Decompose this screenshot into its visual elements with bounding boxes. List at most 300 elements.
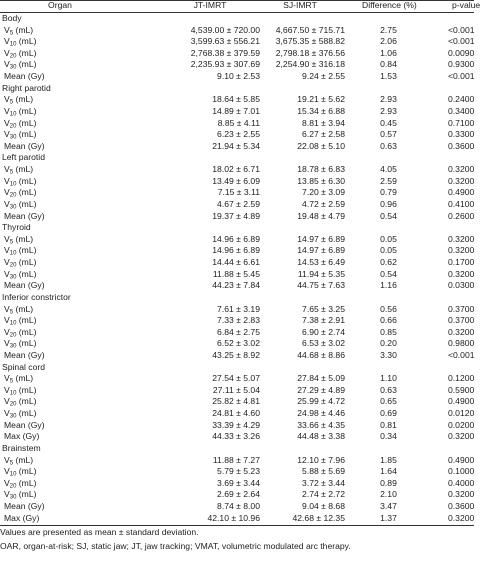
p-value: 0.7100 bbox=[448, 117, 475, 128]
jt-imrt-value: 21.94 ± 5.34 bbox=[212, 140, 260, 151]
sj-imrt-value: 13.85 ± 6.30 bbox=[297, 175, 345, 186]
jt-imrt-value: 33.39 ± 4.29 bbox=[212, 419, 260, 430]
header-sj-imrt: SJ-IMRT bbox=[283, 0, 317, 10]
p-value: 0.2600 bbox=[448, 210, 475, 221]
metric-unit: (mL) bbox=[13, 454, 34, 465]
metric-subscript: 10 bbox=[9, 250, 17, 257]
metric-label bbox=[4, 245, 36, 257]
jt-imrt-value: 44.23 ± 7.84 bbox=[212, 280, 260, 291]
p-value: <0.001 bbox=[448, 36, 475, 47]
difference-value: 1.64 bbox=[380, 466, 397, 477]
metric-unit: (mL) bbox=[13, 373, 34, 384]
sj-imrt-value: 44.75 ± 7.63 bbox=[297, 280, 345, 291]
header-p-value: p-value bbox=[452, 0, 481, 10]
difference-value: 2.10 bbox=[380, 489, 397, 500]
metric-name: V bbox=[4, 245, 10, 256]
difference-value: 2.93 bbox=[380, 105, 397, 116]
metric-unit: (mL) bbox=[16, 268, 37, 279]
metric-subscript: 20 bbox=[9, 123, 17, 130]
jt-imrt-value: 2.69 ± 2.64 bbox=[217, 489, 260, 500]
table-row bbox=[0, 245, 474, 257]
table-row bbox=[0, 129, 474, 141]
sj-imrt-value: 27.84 ± 5.09 bbox=[297, 373, 345, 384]
metric-label bbox=[4, 187, 36, 199]
difference-value: 3.47 bbox=[380, 501, 397, 512]
metric-subscript: 10 bbox=[9, 181, 17, 188]
table-row bbox=[0, 338, 474, 350]
metric-name: Mean (Gy) bbox=[4, 280, 45, 291]
sj-imrt-value: 4.72 ± 2.59 bbox=[302, 198, 345, 209]
p-value: 0.0090 bbox=[448, 47, 475, 58]
difference-value: 2.93 bbox=[380, 94, 397, 105]
difference-value: 0.54 bbox=[380, 210, 397, 221]
metric-subscript: 10 bbox=[9, 111, 17, 118]
metric-label bbox=[4, 59, 36, 71]
metric-label bbox=[4, 315, 36, 327]
metric-name: Mean (Gy) bbox=[4, 349, 45, 360]
jt-imrt-value: 9.10 ± 2.53 bbox=[217, 71, 260, 82]
metric-subscript: 10 bbox=[9, 320, 17, 327]
jt-imrt-value: 13.49 ± 6.09 bbox=[212, 175, 260, 186]
jt-imrt-value: 27.54 ± 5.07 bbox=[212, 373, 260, 384]
metric-label bbox=[4, 420, 45, 432]
metric-subscript: 30 bbox=[9, 413, 17, 420]
jt-imrt-value: 42.10 ± 10.96 bbox=[207, 512, 260, 523]
table-row bbox=[0, 106, 474, 118]
difference-value: 0.85 bbox=[380, 326, 397, 337]
metric-name: V bbox=[4, 489, 10, 500]
sj-imrt-value: 7.20 ± 3.09 bbox=[302, 187, 345, 198]
jt-imrt-value: 25.82 ± 4.81 bbox=[212, 396, 260, 407]
difference-value: 0.79 bbox=[380, 187, 397, 198]
metric-unit: (mL) bbox=[16, 326, 37, 337]
table-row bbox=[0, 199, 474, 211]
difference-value: 1.85 bbox=[380, 454, 397, 465]
p-value: 0.3700 bbox=[448, 303, 475, 314]
jt-imrt-value: 14.44 ± 6.61 bbox=[212, 257, 260, 268]
metric-unit: (mL) bbox=[16, 117, 37, 128]
metric-name: V bbox=[4, 257, 10, 268]
metric-name: V bbox=[4, 454, 10, 465]
sj-imrt-value: 9.24 ± 2.55 bbox=[302, 71, 345, 82]
metric-subscript: 20 bbox=[9, 483, 17, 490]
metric-unit: (mL) bbox=[16, 129, 37, 140]
jt-imrt-value: 44.33 ± 3.26 bbox=[212, 431, 260, 442]
metric-subscript: 10 bbox=[9, 471, 17, 478]
metric-subscript: 30 bbox=[9, 134, 17, 141]
group-header-row bbox=[0, 83, 474, 95]
sj-imrt-value: 33.66 ± 4.35 bbox=[297, 419, 345, 430]
table-row bbox=[0, 315, 474, 327]
difference-value: 0.89 bbox=[380, 477, 397, 488]
table-row bbox=[0, 280, 474, 292]
metric-unit: (mL) bbox=[16, 59, 37, 70]
jt-imrt-value: 7.15 ± 3.11 bbox=[217, 187, 260, 198]
p-value: 0.3200 bbox=[448, 245, 475, 256]
difference-value: 1.37 bbox=[380, 512, 397, 523]
metric-subscript: 5 bbox=[9, 239, 14, 246]
difference-value: 1.16 bbox=[380, 280, 397, 291]
p-value: 0.3200 bbox=[448, 233, 475, 244]
metric-unit: (mL) bbox=[13, 24, 34, 35]
sj-imrt-value: 6.53 ± 3.02 bbox=[302, 338, 345, 349]
metric-name: Max (Gy) bbox=[4, 512, 40, 523]
table-row bbox=[0, 373, 474, 385]
sj-imrt-value: 7.65 ± 3.25 bbox=[302, 303, 345, 314]
metric-unit: (mL) bbox=[16, 187, 37, 198]
footnote-values: Values are presented as mean ± standard deviation. bbox=[0, 527, 199, 538]
metric-label bbox=[4, 408, 36, 420]
metric-subscript: 5 bbox=[9, 30, 14, 37]
metric-label bbox=[4, 513, 39, 525]
sj-imrt-value: 18.78 ± 6.83 bbox=[297, 164, 345, 175]
sj-imrt-value: 44.68 ± 8.86 bbox=[297, 349, 345, 360]
difference-value: 0.66 bbox=[380, 315, 397, 326]
metric-subscript: 30 bbox=[9, 64, 17, 71]
metric-unit: (mL) bbox=[16, 384, 37, 395]
table-row bbox=[0, 327, 474, 339]
jt-imrt-value: 4,539.00 ± 720.00 bbox=[190, 24, 260, 35]
sj-imrt-value: 8.81 ± 3.94 bbox=[302, 117, 345, 128]
jt-imrt-value: 7.61 ± 3.19 bbox=[217, 303, 260, 314]
metric-name: Mean (Gy) bbox=[4, 210, 45, 221]
group-header-row bbox=[0, 443, 474, 455]
metric-name: V bbox=[4, 105, 10, 116]
group-header-row bbox=[0, 362, 474, 374]
metric-name: V bbox=[4, 303, 10, 314]
table-header-row bbox=[0, 0, 481, 12]
metric-name: Mean (Gy) bbox=[4, 419, 45, 430]
metric-unit: (mL) bbox=[16, 257, 37, 268]
metric-unit: (mL) bbox=[13, 233, 34, 244]
jt-imrt-value: 43.25 ± 8.92 bbox=[212, 349, 260, 360]
jt-imrt-value: 6.52 ± 3.02 bbox=[217, 338, 260, 349]
table-row bbox=[0, 350, 474, 362]
jt-imrt-value: 6.84 ± 2.75 bbox=[217, 326, 260, 337]
jt-imrt-value: 11.88 ± 5.45 bbox=[212, 268, 260, 279]
metric-subscript: 30 bbox=[9, 274, 17, 281]
difference-value: 0.62 bbox=[380, 257, 397, 268]
metric-name: V bbox=[4, 396, 10, 407]
p-value: 0.3700 bbox=[448, 315, 475, 326]
table-row bbox=[0, 59, 474, 71]
metric-unit: (mL) bbox=[16, 408, 37, 419]
metric-label bbox=[4, 176, 36, 188]
sj-imrt-value: 24.98 ± 4.46 bbox=[297, 408, 345, 419]
metric-label bbox=[4, 269, 36, 281]
group-name: Thyroid bbox=[2, 222, 31, 233]
difference-value: 0.05 bbox=[380, 233, 397, 244]
metric-subscript: 10 bbox=[9, 390, 17, 397]
p-value: 0.0300 bbox=[448, 280, 475, 291]
jt-imrt-value: 6.23 ± 2.55 bbox=[217, 129, 260, 140]
metric-subscript: 30 bbox=[9, 204, 17, 211]
metric-unit: (mL) bbox=[16, 396, 37, 407]
group-name: Inferior constrictor bbox=[2, 291, 71, 302]
table-row bbox=[0, 408, 474, 420]
table-row bbox=[0, 396, 474, 408]
metric-label bbox=[4, 478, 36, 490]
group-name: Brainstem bbox=[2, 442, 41, 453]
difference-value: 1.06 bbox=[380, 47, 397, 58]
difference-value: 0.65 bbox=[380, 396, 397, 407]
metric-unit: (mL) bbox=[16, 36, 37, 47]
table-row bbox=[0, 478, 474, 490]
table-row bbox=[0, 187, 474, 199]
sj-imrt-value: 6.90 ± 2.74 bbox=[302, 326, 345, 337]
table-row bbox=[0, 94, 474, 106]
footnote-abbreviations: OAR, organ-at-risk; SJ, static jaw; JT, jaw tracking; VMAT, volumetric modulated arc therapy. bbox=[0, 541, 351, 552]
p-value: 0.3200 bbox=[448, 326, 475, 337]
metric-name: V bbox=[4, 326, 10, 337]
metric-name: V bbox=[4, 373, 10, 384]
p-value: 0.1700 bbox=[448, 257, 475, 268]
group-header-row bbox=[0, 13, 474, 25]
p-value: 0.3600 bbox=[448, 140, 475, 151]
table-row bbox=[0, 48, 474, 60]
p-value: 0.3200 bbox=[448, 431, 475, 442]
metric-unit: (mL) bbox=[13, 94, 34, 105]
sj-imrt-value: 11.94 ± 5.35 bbox=[297, 268, 345, 279]
metric-unit: (mL) bbox=[16, 47, 37, 58]
p-value: <0.001 bbox=[448, 71, 475, 82]
jt-imrt-value: 5.79 ± 5.23 bbox=[217, 466, 260, 477]
group-header-row bbox=[0, 292, 474, 304]
metric-name: Mean (Gy) bbox=[4, 501, 45, 512]
metric-subscript: 30 bbox=[9, 343, 17, 350]
sj-imrt-value: 19.21 ± 5.62 bbox=[297, 94, 345, 105]
table-row bbox=[0, 176, 474, 188]
difference-value: 1.53 bbox=[380, 71, 397, 82]
p-value: 0.3600 bbox=[448, 501, 475, 512]
table-bottom-rule bbox=[0, 525, 474, 526]
difference-value: 0.45 bbox=[380, 117, 397, 128]
difference-value: 0.05 bbox=[380, 245, 397, 256]
difference-value: 0.63 bbox=[380, 140, 397, 151]
p-value: <0.001 bbox=[448, 24, 475, 35]
table-row bbox=[0, 466, 474, 478]
jt-imrt-value: 8.85 ± 4.11 bbox=[217, 117, 260, 128]
jt-imrt-value: 27.11 ± 5.04 bbox=[212, 384, 260, 395]
p-value: 0.4900 bbox=[448, 187, 475, 198]
metric-subscript: 20 bbox=[9, 262, 17, 269]
jt-imrt-value: 3,599.63 ± 556.21 bbox=[190, 36, 260, 47]
metric-name: V bbox=[4, 59, 10, 70]
group-header-row bbox=[0, 152, 474, 164]
table-row bbox=[0, 118, 474, 130]
jt-imrt-value: 24.81 ± 4.60 bbox=[212, 408, 260, 419]
p-value: 0.2400 bbox=[448, 94, 475, 105]
metric-subscript: 5 bbox=[9, 169, 14, 176]
table-row bbox=[0, 141, 474, 153]
metric-name: V bbox=[4, 129, 10, 140]
table-row bbox=[0, 36, 474, 48]
jt-imrt-value: 11.88 ± 7.27 bbox=[212, 454, 260, 465]
metric-name: V bbox=[4, 466, 10, 477]
metric-unit: (mL) bbox=[16, 466, 37, 477]
table-row bbox=[0, 501, 474, 513]
metric-label bbox=[4, 199, 36, 211]
metric-subscript: 5 bbox=[9, 378, 14, 385]
metric-label bbox=[4, 280, 45, 292]
metric-label bbox=[4, 489, 36, 501]
header-organ: Organ bbox=[48, 0, 72, 10]
header-jt-imrt: JT-IMRT bbox=[193, 0, 227, 10]
sj-imrt-value: 6.27 ± 2.58 bbox=[302, 129, 345, 140]
difference-value: 0.81 bbox=[380, 419, 397, 430]
metric-name: V bbox=[4, 36, 10, 47]
sj-imrt-value: 5.88 ± 5.69 bbox=[302, 466, 345, 477]
group-name: Right parotid bbox=[2, 82, 51, 93]
metric-label bbox=[4, 211, 45, 223]
sj-imrt-value: 4,667.50 ± 715.71 bbox=[275, 24, 345, 35]
metric-subscript: 10 bbox=[9, 41, 17, 48]
difference-value: 2.59 bbox=[380, 175, 397, 186]
sj-imrt-value: 7.38 ± 2.91 bbox=[302, 315, 345, 326]
metric-label bbox=[4, 373, 33, 385]
p-value: 0.5900 bbox=[448, 384, 475, 395]
jt-imrt-value: 14.96 ± 6.89 bbox=[212, 233, 260, 244]
jt-imrt-value: 8.74 ± 8.00 bbox=[217, 501, 260, 512]
sj-imrt-value: 2,254.90 ± 316.18 bbox=[275, 59, 345, 70]
metric-unit: (mL) bbox=[16, 489, 37, 500]
difference-value: 0.69 bbox=[380, 408, 397, 419]
sj-imrt-value: 2.74 ± 2.72 bbox=[302, 489, 345, 500]
p-value: 0.0200 bbox=[448, 419, 475, 430]
metric-unit: (mL) bbox=[16, 338, 37, 349]
metric-unit: (mL) bbox=[16, 477, 37, 488]
sj-imrt-value: 2,798.18 ± 376.56 bbox=[275, 47, 345, 58]
sj-imrt-value: 14.97 ± 6.89 bbox=[297, 233, 345, 244]
metric-subscript: 20 bbox=[9, 332, 17, 339]
metric-label bbox=[4, 129, 36, 141]
metric-unit: (mL) bbox=[16, 315, 37, 326]
table-row bbox=[0, 420, 474, 432]
metric-unit: (mL) bbox=[16, 175, 37, 186]
table-row bbox=[0, 164, 474, 176]
table-row bbox=[0, 489, 474, 501]
sj-imrt-value: 3,675.35 ± 588.82 bbox=[275, 36, 345, 47]
metric-unit: (mL) bbox=[13, 303, 34, 314]
metric-label bbox=[4, 396, 36, 408]
group-name: Body bbox=[2, 13, 22, 23]
p-value: 0.3400 bbox=[448, 105, 475, 116]
difference-value: 0.63 bbox=[380, 384, 397, 395]
p-value: 0.0120 bbox=[448, 408, 475, 419]
difference-value: 1.10 bbox=[380, 373, 397, 384]
table-row bbox=[0, 269, 474, 281]
metric-label bbox=[4, 106, 36, 118]
jt-imrt-value: 7.33 ± 2.83 bbox=[217, 315, 260, 326]
metric-label bbox=[4, 141, 45, 153]
group-name: Left parotid bbox=[2, 152, 45, 163]
difference-value: 0.20 bbox=[380, 338, 397, 349]
p-value: 0.4000 bbox=[448, 477, 475, 488]
table-row bbox=[0, 211, 474, 223]
p-value: 0.1200 bbox=[448, 373, 475, 384]
metric-subscript: 20 bbox=[9, 401, 17, 408]
metric-name: V bbox=[4, 315, 10, 326]
table-row bbox=[0, 304, 474, 316]
metric-label bbox=[4, 327, 36, 339]
difference-value: 2.75 bbox=[380, 24, 397, 35]
table-row bbox=[0, 431, 474, 443]
p-value: 0.9800 bbox=[448, 338, 475, 349]
jt-imrt-value: 19.37 ± 4.89 bbox=[212, 210, 260, 221]
metric-name: V bbox=[4, 164, 10, 175]
metric-name: V bbox=[4, 233, 10, 244]
metric-unit: (mL) bbox=[13, 164, 34, 175]
metric-name: Mean (Gy) bbox=[4, 71, 45, 82]
p-value: 0.9300 bbox=[448, 59, 475, 70]
difference-value: 0.54 bbox=[380, 268, 397, 279]
p-value: 0.1000 bbox=[448, 466, 475, 477]
metric-name: V bbox=[4, 408, 10, 419]
metric-label bbox=[4, 48, 36, 60]
metric-subscript: 5 bbox=[9, 99, 14, 106]
sj-imrt-value: 44.48 ± 3.38 bbox=[297, 431, 345, 442]
p-value: 0.4100 bbox=[448, 198, 475, 209]
metric-name: V bbox=[4, 268, 10, 279]
metric-name: Mean (Gy) bbox=[4, 140, 45, 151]
metric-label bbox=[4, 257, 36, 269]
table-row bbox=[0, 385, 474, 397]
jt-imrt-value: 4.67 ± 2.59 bbox=[217, 198, 260, 209]
difference-value: 0.84 bbox=[380, 59, 397, 70]
metric-name: V bbox=[4, 338, 10, 349]
metric-name: V bbox=[4, 477, 10, 488]
sj-imrt-value: 42.68 ± 12.35 bbox=[292, 512, 345, 523]
jt-imrt-value: 2,768.38 ± 379.59 bbox=[190, 47, 260, 58]
difference-value: 0.96 bbox=[380, 198, 397, 209]
metric-label bbox=[4, 36, 36, 48]
p-value: 0.3200 bbox=[448, 489, 475, 500]
metric-label bbox=[4, 71, 45, 83]
metric-subscript: 20 bbox=[9, 53, 17, 60]
table-row bbox=[0, 513, 474, 525]
metric-name: Max (Gy) bbox=[4, 431, 40, 442]
metric-label bbox=[4, 304, 33, 316]
metric-label bbox=[4, 94, 33, 106]
sj-imrt-value: 3.72 ± 3.44 bbox=[302, 477, 345, 488]
difference-value: 4.05 bbox=[380, 164, 397, 175]
difference-value: 3.30 bbox=[380, 349, 397, 360]
table-row bbox=[0, 455, 474, 467]
metric-label bbox=[4, 431, 39, 443]
table-row bbox=[0, 234, 474, 246]
p-value: 0.4900 bbox=[448, 454, 475, 465]
metric-unit: (mL) bbox=[16, 198, 37, 209]
table-row bbox=[0, 25, 474, 37]
metric-name: V bbox=[4, 175, 10, 186]
p-value: 0.3200 bbox=[448, 175, 475, 186]
p-value: 0.3200 bbox=[448, 512, 475, 523]
sj-imrt-value: 25.99 ± 4.72 bbox=[297, 396, 345, 407]
metric-name: V bbox=[4, 47, 10, 58]
metric-label bbox=[4, 234, 33, 246]
metric-name: V bbox=[4, 94, 10, 105]
difference-value: 0.57 bbox=[380, 129, 397, 140]
p-value: 0.3300 bbox=[448, 129, 475, 140]
difference-value: 2.06 bbox=[380, 36, 397, 47]
metric-name: V bbox=[4, 187, 10, 198]
p-value: 0.3200 bbox=[448, 164, 475, 175]
sj-imrt-value: 27.29 ± 4.89 bbox=[297, 384, 345, 395]
metric-name: V bbox=[4, 117, 10, 128]
metric-name: V bbox=[4, 24, 10, 35]
jt-imrt-value: 14.96 ± 6.89 bbox=[212, 245, 260, 256]
metric-subscript: 5 bbox=[9, 460, 14, 467]
